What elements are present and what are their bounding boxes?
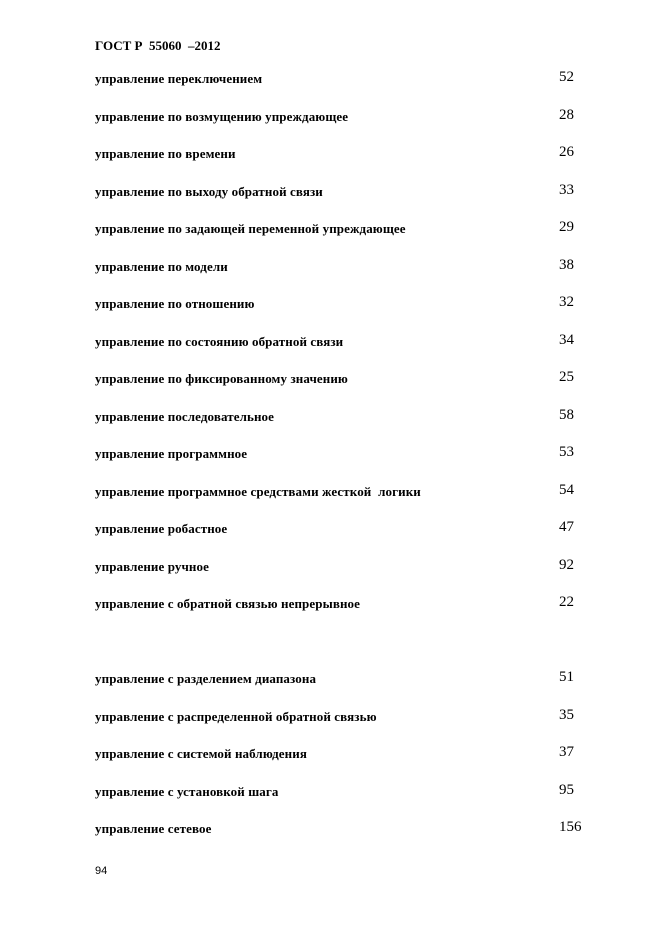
index-entry [0, 259, 661, 279]
index-term: управление по фиксированному значению [95, 371, 348, 386]
index-term: управление по отношению [95, 296, 255, 311]
index-term: управление с разделением диапазона [95, 671, 317, 686]
index-entry [0, 71, 661, 91]
index-term: управление по модели [95, 259, 228, 274]
index-entry [0, 109, 661, 129]
index-term: управление с установкой шага [95, 784, 279, 799]
index-entry [0, 784, 661, 804]
index-entry [0, 371, 661, 391]
index-page-number: 34 [559, 332, 574, 348]
index-page-number: 92 [559, 557, 574, 573]
index-entry [0, 671, 661, 691]
index-page-number: 28 [559, 107, 574, 123]
index-entry [0, 446, 661, 466]
footer-page-number: 94 [95, 865, 108, 877]
index-page-number: 37 [559, 744, 574, 760]
index-entry [0, 296, 661, 316]
index-page-number: 26 [559, 144, 574, 160]
index-page-number: 33 [559, 182, 574, 198]
index-page-number: 38 [559, 257, 574, 273]
index-term: управление по выходу обратной связи [95, 184, 323, 199]
index-entry [0, 409, 661, 429]
index-term: управление робастное [95, 521, 228, 536]
index-term: управление программное [95, 446, 248, 461]
index-entry [0, 184, 661, 204]
index-page-number: 22 [559, 594, 574, 610]
index-page-number: 32 [559, 294, 574, 310]
index-page-number: 47 [559, 519, 574, 535]
index-term: управление сетевое [95, 821, 212, 836]
index-term: управление по возмущению упреждающее [95, 109, 349, 124]
index-entry [0, 334, 661, 354]
index-entry [0, 821, 661, 841]
index-term: управление с обратной связью непрерывное [95, 596, 361, 611]
index-entry [0, 709, 661, 729]
index-term: управление с системой наблюдения [95, 746, 307, 761]
page-header: ГОСТ Р 55060 –2012 [95, 38, 221, 53]
index-entry [0, 746, 661, 766]
index-page-number: 35 [559, 707, 574, 723]
index-entry [0, 221, 661, 241]
index-page-number: 58 [559, 407, 574, 423]
index-term: управление программное средствами жесткой логики [95, 484, 421, 499]
index-entry [0, 146, 661, 166]
index-entry [0, 484, 661, 504]
index-term: управление с распределенной обратной связью [95, 709, 377, 724]
index-page-number: 156 [559, 819, 582, 835]
index-entry [0, 521, 661, 541]
index-page-number: 95 [559, 782, 574, 798]
index-entry [0, 559, 661, 579]
index-page-number: 25 [559, 369, 574, 385]
index-term: управление последовательное [95, 409, 275, 424]
index-page-number: 51 [559, 669, 574, 685]
index-term: управление по времени [95, 146, 236, 161]
index-term: управление по состоянию обратной связи [95, 334, 344, 349]
index-page-number: 29 [559, 219, 574, 235]
index-page-number: 52 [559, 69, 574, 85]
index-term: управление переключением [95, 71, 263, 86]
index-entry [0, 596, 661, 616]
index-term: управление ручное [95, 559, 209, 574]
index-term: управление по задающей переменной упреждающее [95, 221, 406, 236]
index-page-number: 54 [559, 482, 574, 498]
index-page-number: 53 [559, 444, 574, 460]
